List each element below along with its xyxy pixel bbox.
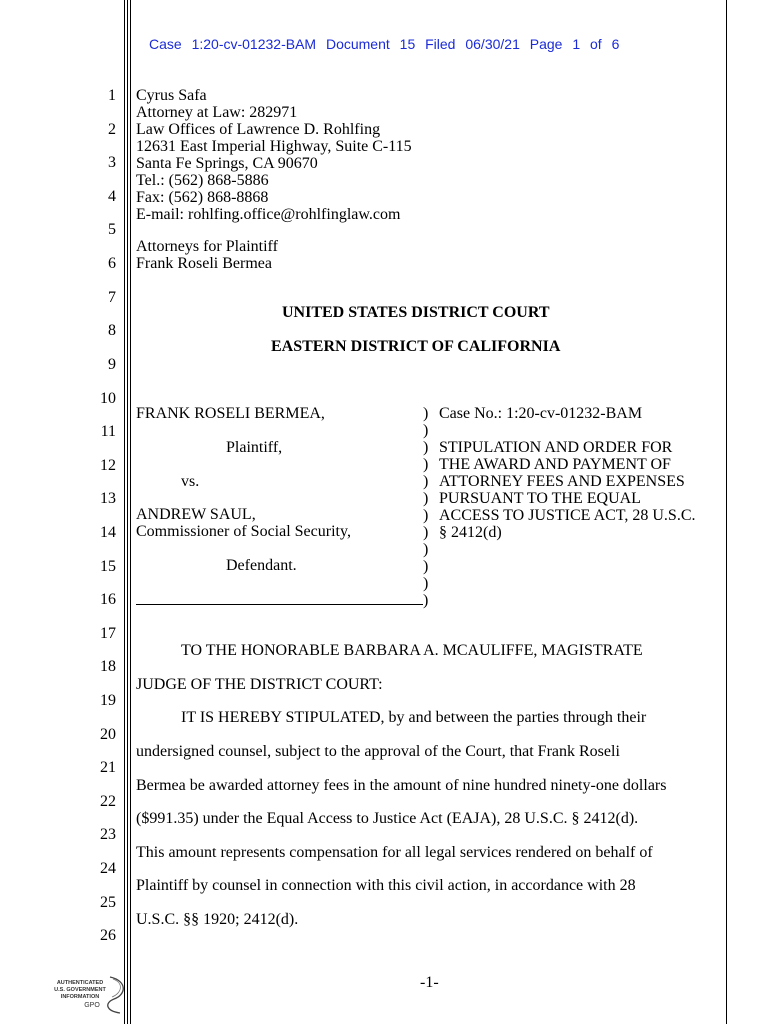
body-line: ($991.35) under the Equal Access to Justice Act (EAJA), 28 U.S.C. § 2412(d).	[136, 810, 639, 827]
line-number: 22	[100, 793, 116, 810]
left-margin-rule-2	[127, 0, 128, 1024]
line-number: 25	[100, 894, 116, 911]
defendant-name: ANDREW SAUL,	[136, 506, 256, 523]
plaintiff-role: Plaintiff,	[226, 439, 283, 456]
line-number: 7	[108, 289, 116, 306]
address-line-1: TO THE HONORABLE BARBARA A. MCAULIFFE, MAGISTRATE	[181, 642, 643, 659]
line-number: 16	[100, 591, 116, 608]
document-title-line: PURSUANT TO THE EQUAL	[439, 490, 641, 507]
case-header: Case 1:20-cv-01232-BAM Document 15 Filed 06/30/21 Page 1 of 6	[149, 36, 620, 52]
document-title-line: ATTORNEY FEES AND EXPENSES	[439, 473, 685, 490]
line-number: 6	[108, 255, 116, 272]
defendant-block	[136, 506, 351, 540]
line-number: 10	[100, 390, 116, 407]
left-margin-rule-1	[124, 0, 125, 1024]
defendant-role: Defendant.	[226, 557, 297, 574]
attorney-name: Cyrus Safa	[136, 87, 207, 104]
line-number: 18	[100, 658, 116, 675]
attorney-firm: Law Offices of Lawrence D. Rohlfing	[136, 121, 381, 138]
body-line: Plaintiff by counsel in connection with this civil action, in accordance with 28	[136, 877, 636, 894]
svg-text:U.S. GOVERNMENT: U.S. GOVERNMENT	[54, 987, 106, 993]
defendant-title: Commissioner of Social Security,	[136, 523, 351, 540]
attorneys-for-label: Attorneys for Plaintiff	[136, 238, 278, 255]
attorney-street: 12631 East Imperial Highway, Suite C-115	[136, 138, 412, 155]
line-number: 17	[100, 625, 116, 642]
line-number: 3	[108, 154, 116, 171]
plaintiff-name: FRANK ROSELI BERMEA,	[136, 405, 325, 422]
client-name: Frank Roseli Bermea	[136, 255, 272, 272]
svg-text:AUTHENTICATED: AUTHENTICATED	[56, 980, 104, 986]
gpo-authenticated-seal	[40, 975, 130, 1015]
attorney-bar-number: Attorney at Law: 282971	[136, 104, 298, 121]
line-number: 4	[108, 188, 116, 205]
svg-text:GPO: GPO	[84, 1002, 100, 1009]
attorney-fax: Fax: (562) 868-8868	[136, 189, 269, 206]
gpo-seal-graphic	[40, 975, 130, 1015]
line-number: 15	[100, 558, 116, 575]
line-number: 5	[108, 221, 116, 238]
line-number: 11	[100, 423, 116, 440]
line-number: 20	[100, 726, 116, 743]
attorney-city: Santa Fe Springs, CA 90670	[136, 155, 318, 172]
address-line-2: JUDGE OF THE DISTRICT COURT:	[136, 676, 383, 693]
line-number: 2	[108, 121, 116, 138]
body-line: Bermea be awarded attorney fees in the amount of nine hundred ninety-one dollars	[136, 777, 667, 794]
body-line: U.S.C. §§ 1920; 2412(d).	[136, 911, 299, 928]
caption-parentheses: ) ) ) ) ) ) ) ) ) ) ) )	[423, 405, 429, 609]
line-number: 13	[100, 490, 116, 507]
line-number: 21	[100, 759, 116, 776]
document-title-line: § 2412(d)	[439, 524, 502, 541]
line-number: 19	[100, 692, 116, 709]
document-title-line: STIPULATION AND ORDER FOR	[439, 439, 673, 456]
document-title-line: THE AWARD AND PAYMENT OF	[439, 456, 671, 473]
attorney-tel: Tel.: (562) 868-5886	[136, 172, 269, 189]
document-title	[439, 439, 696, 541]
left-margin-rule-3	[130, 0, 131, 1024]
line-number: 14	[100, 524, 116, 541]
line-number: 1	[108, 87, 116, 104]
svg-text:INFORMATION: INFORMATION	[60, 994, 100, 1000]
body-line: IT IS HEREBY STIPULATED, by and between the parties through their	[181, 709, 647, 726]
line-number: 12	[100, 457, 116, 474]
attorney-email: E-mail: rohlfing.office@rohlfinglaw.com	[136, 206, 401, 223]
line-number: 9	[108, 356, 116, 373]
line-number: 8	[108, 322, 116, 339]
court-district: EASTERN DISTRICT OF CALIFORNIA	[271, 338, 561, 355]
court-name: UNITED STATES DISTRICT COURT	[282, 304, 550, 321]
versus: vs.	[181, 473, 200, 490]
line-number: 23	[100, 826, 116, 843]
body-line: undersigned counsel, subject to the approval of the Court, that Frank Roseli	[136, 743, 620, 760]
line-number: 24	[100, 860, 116, 877]
caption-underline	[136, 604, 423, 605]
page-number: -1-	[420, 974, 439, 991]
line-number: 26	[100, 927, 116, 944]
right-margin-rule	[726, 0, 727, 1024]
document-title-line: ACCESS TO JUSTICE ACT, 28 U.S.C.	[439, 507, 696, 524]
case-number: Case No.: 1:20-cv-01232-BAM	[439, 405, 643, 422]
attorneys-for-block	[136, 238, 278, 272]
attorney-block	[136, 87, 412, 223]
body-line: This amount represents compensation for all legal services rendered on behalf of	[136, 844, 653, 861]
